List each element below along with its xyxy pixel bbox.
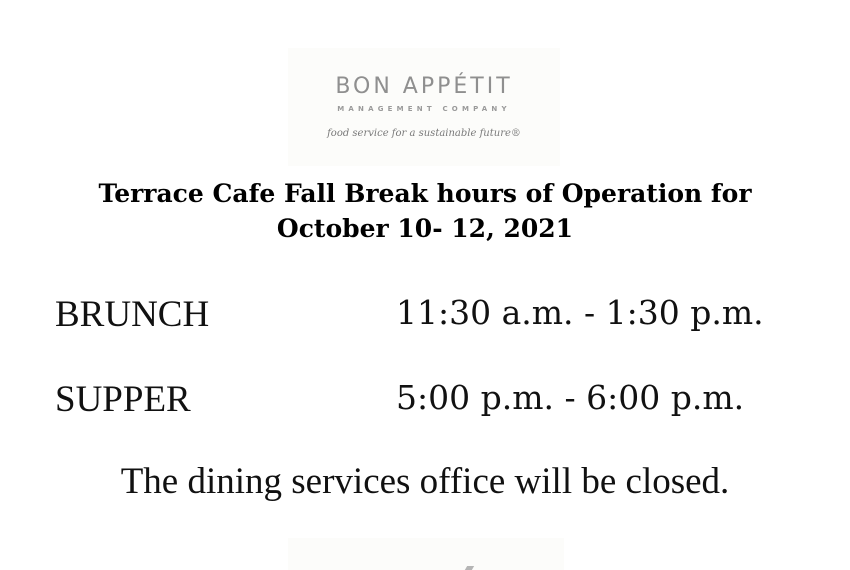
brunch-label: BRUNCH [55, 294, 210, 335]
bottom-logo-fragment [288, 538, 564, 570]
brunch-hours: 11:30 a.m. - 1:30 p.m. [396, 293, 764, 332]
bon-appetit-logo [288, 48, 560, 166]
title-line-1: Terrace Cafe Fall Break hours of Operation for [98, 179, 752, 208]
logo-subtitle: MANAGEMENT COMPANY [337, 105, 511, 113]
accent-mark-icon [465, 566, 474, 570]
closure-note: The dining services office will be closed. [120, 461, 730, 502]
logo-name: BON APPÉTIT [335, 74, 513, 99]
title-line-2: October 10- 12, 2021 [276, 214, 574, 243]
supper-hours: 5:00 p.m. - 6:00 p.m. [396, 378, 745, 417]
supper-label: SUPPER [55, 379, 191, 420]
logo-tagline: food service for a sustainable future® [327, 128, 521, 139]
page-title [0, 176, 850, 246]
